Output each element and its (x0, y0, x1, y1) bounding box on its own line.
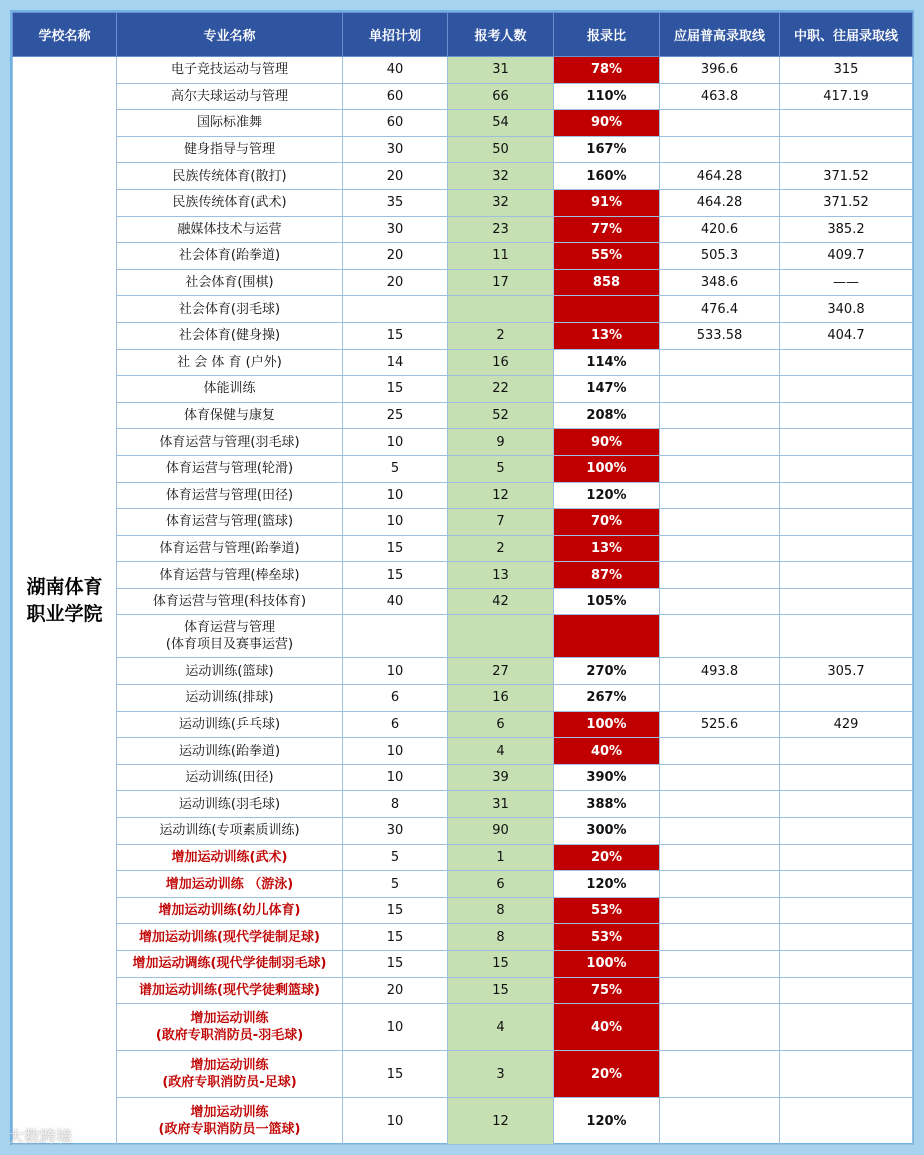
admission-table (12, 12, 913, 1145)
ratio-cell: 40% (554, 1004, 660, 1051)
applicants-cell: 4 (448, 1004, 554, 1051)
vo-cutoff-cell (780, 844, 913, 871)
hs-cutoff-cell (660, 977, 780, 1004)
vo-cutoff-cell: 385.2 (780, 216, 913, 243)
vo-cutoff-cell (780, 871, 913, 898)
major-cell: 社会体育(健身操) (117, 322, 343, 349)
table-row (13, 455, 913, 482)
hs-cutoff-cell: 464.28 (660, 163, 780, 190)
hs-cutoff-cell (660, 376, 780, 403)
major-cell: 运动训练(羽毛球) (117, 791, 343, 818)
ratio-cell: 208% (554, 402, 660, 429)
applicants-cell (448, 296, 554, 323)
ratio-cell: 167% (554, 136, 660, 163)
major-cell: 社会体育(围棋) (117, 269, 343, 296)
plan-cell: 5 (343, 844, 448, 871)
major-cell: 增加运动调练(现代学徒制羽毛球) (117, 951, 343, 978)
applicants-cell: 16 (448, 349, 554, 376)
vo-cutoff-cell (780, 482, 913, 509)
major-cell: 增加运动训练(武术) (117, 844, 343, 871)
hs-cutoff-cell (660, 455, 780, 482)
plan-cell (343, 296, 448, 323)
ratio-cell: 77% (554, 216, 660, 243)
table-row (13, 897, 913, 924)
major-cell: 增加运动训练(现代学徒制足球) (117, 924, 343, 951)
table-row (13, 83, 913, 110)
table-row (13, 110, 913, 137)
table-row (13, 269, 913, 296)
major-cell: 增加运动训练 （游泳) (117, 871, 343, 898)
major-cell: 体育运营与管理(跆拳道) (117, 535, 343, 562)
hs-cutoff-cell (660, 482, 780, 509)
vo-cutoff-cell: 429 (780, 711, 913, 738)
applicants-cell: 12 (448, 482, 554, 509)
table-row (13, 588, 913, 615)
plan-cell: 6 (343, 685, 448, 712)
table-row (13, 658, 913, 685)
vo-cutoff-cell (780, 924, 913, 951)
table-row (13, 844, 913, 871)
applicants-cell: 32 (448, 163, 554, 190)
table-row (13, 871, 913, 898)
plan-cell: 60 (343, 110, 448, 137)
hs-cutoff-cell: 493.8 (660, 658, 780, 685)
ratio-cell: 75% (554, 977, 660, 1004)
ratio-cell: 100% (554, 711, 660, 738)
vo-cutoff-cell: 409.7 (780, 243, 913, 270)
hs-cutoff-cell (660, 791, 780, 818)
table-row (13, 764, 913, 791)
hs-cutoff-cell (660, 738, 780, 765)
table-row (13, 402, 913, 429)
ratio-cell: 110% (554, 83, 660, 110)
hs-cutoff-cell: 505.3 (660, 243, 780, 270)
plan-cell: 10 (343, 738, 448, 765)
hs-cutoff-cell: 420.6 (660, 216, 780, 243)
vo-cutoff-cell: 305.7 (780, 658, 913, 685)
header-major: 专业名称 (117, 13, 343, 57)
table-row (13, 685, 913, 712)
applicants-cell: 7 (448, 509, 554, 536)
header-plan: 单招计划 (343, 13, 448, 57)
applicants-cell: 2 (448, 535, 554, 562)
plan-cell: 10 (343, 658, 448, 685)
ratio-cell (554, 296, 660, 323)
hs-cutoff-cell (660, 349, 780, 376)
vo-cutoff-cell (780, 509, 913, 536)
plan-cell: 5 (343, 871, 448, 898)
ratio-cell: 270% (554, 658, 660, 685)
plan-cell: 15 (343, 322, 448, 349)
applicants-cell: 1 (448, 844, 554, 871)
plan-cell: 30 (343, 216, 448, 243)
vo-cutoff-cell (780, 738, 913, 765)
plan-cell: 10 (343, 764, 448, 791)
vo-cutoff-cell: 340.8 (780, 296, 913, 323)
major-cell: 运动训练(专项素质训练) (117, 818, 343, 845)
applicants-cell: 6 (448, 711, 554, 738)
plan-cell: 10 (343, 1098, 448, 1145)
hs-cutoff-cell (660, 1098, 780, 1145)
vo-cutoff-cell (780, 977, 913, 1004)
plan-cell: 40 (343, 57, 448, 84)
major-cell: 体育运营与管理(棒垒球) (117, 562, 343, 589)
table-row (13, 243, 913, 270)
hs-cutoff-cell: 533.58 (660, 322, 780, 349)
major-cell: 民族传统体育(散打) (117, 163, 343, 190)
ratio-cell: 90% (554, 429, 660, 456)
ratio-cell: 100% (554, 455, 660, 482)
applicants-cell: 17 (448, 269, 554, 296)
vo-cutoff-cell (780, 1098, 913, 1145)
hs-cutoff-cell (660, 1004, 780, 1051)
table-row (13, 136, 913, 163)
hs-cutoff-cell (660, 764, 780, 791)
table-row (13, 349, 913, 376)
applicants-cell (448, 615, 554, 658)
hs-cutoff-cell (660, 844, 780, 871)
major-cell: 运动训练(跆拳道) (117, 738, 343, 765)
table-row (13, 711, 913, 738)
applicants-cell: 50 (448, 136, 554, 163)
vo-cutoff-cell (780, 951, 913, 978)
plan-cell: 15 (343, 376, 448, 403)
applicants-cell: 15 (448, 977, 554, 1004)
vo-cutoff-cell (780, 685, 913, 712)
major-cell: 谱加运动训练(现代学徒剩篮球) (117, 977, 343, 1004)
hs-cutoff-cell (660, 871, 780, 898)
plan-cell: 20 (343, 977, 448, 1004)
ratio-cell: 147% (554, 376, 660, 403)
applicants-cell: 4 (448, 738, 554, 765)
ratio-cell: 120% (554, 871, 660, 898)
vo-cutoff-cell (780, 110, 913, 137)
table-row (13, 322, 913, 349)
watermark: 大数跨境 (8, 1127, 73, 1146)
applicants-cell: 52 (448, 402, 554, 429)
ratio-cell: 390% (554, 764, 660, 791)
ratio-cell: 53% (554, 897, 660, 924)
ratio-cell (554, 615, 660, 658)
vo-cutoff-cell (780, 136, 913, 163)
ratio-cell: 160% (554, 163, 660, 190)
table-row (13, 951, 913, 978)
hs-cutoff-cell (660, 1051, 780, 1098)
vo-cutoff-cell (780, 535, 913, 562)
ratio-cell: 388% (554, 791, 660, 818)
plan-cell: 10 (343, 1004, 448, 1051)
applicants-cell: 8 (448, 897, 554, 924)
vo-cutoff-cell (780, 818, 913, 845)
table-row (13, 296, 913, 323)
table-row (13, 482, 913, 509)
plan-cell: 15 (343, 897, 448, 924)
major-cell: 健身指导与管理 (117, 136, 343, 163)
applicants-cell: 27 (448, 658, 554, 685)
major-cell: 运动训练(篮球) (117, 658, 343, 685)
ratio-cell: 100% (554, 951, 660, 978)
plan-cell (343, 615, 448, 658)
vo-cutoff-cell (780, 429, 913, 456)
header-school: 学校名称 (13, 13, 117, 57)
plan-cell: 15 (343, 951, 448, 978)
table-row (13, 977, 913, 1004)
table-row (13, 738, 913, 765)
table-row (13, 818, 913, 845)
ratio-cell: 90% (554, 110, 660, 137)
plan-cell: 6 (343, 711, 448, 738)
major-cell: 体育运营与管理(篮球) (117, 509, 343, 536)
major-cell: 国际标准舞 (117, 110, 343, 137)
ratio-cell: 114% (554, 349, 660, 376)
plan-cell: 20 (343, 269, 448, 296)
applicants-cell: 39 (448, 764, 554, 791)
major-cell: 社会体育(跆拳道) (117, 243, 343, 270)
header-vo-cutoff: 中职、往届录取线 (780, 13, 913, 57)
major-cell: 融媒体技术与运营 (117, 216, 343, 243)
applicants-cell: 90 (448, 818, 554, 845)
vo-cutoff-cell (780, 402, 913, 429)
ratio-cell: 120% (554, 482, 660, 509)
applicants-cell: 16 (448, 685, 554, 712)
major-cell: 体育运营与管理(羽毛球) (117, 429, 343, 456)
table-row (13, 924, 913, 951)
applicants-cell: 54 (448, 110, 554, 137)
hs-cutoff-cell: 476.4 (660, 296, 780, 323)
plan-cell: 15 (343, 535, 448, 562)
applicants-cell: 11 (448, 243, 554, 270)
ratio-cell: 858 (554, 269, 660, 296)
applicants-cell: 15 (448, 951, 554, 978)
school-name: 湖南体育职业学院 (13, 57, 117, 1145)
hs-cutoff-cell: 463.8 (660, 83, 780, 110)
applicants-cell: 6 (448, 871, 554, 898)
vo-cutoff-cell: 371.52 (780, 189, 913, 216)
plan-cell: 10 (343, 429, 448, 456)
table-row (13, 615, 913, 658)
major-cell: 增加运动训练(幼儿体育) (117, 897, 343, 924)
major-cell: 体育运营与管理(轮滑) (117, 455, 343, 482)
ratio-cell: 20% (554, 844, 660, 871)
major-cell: 体能训练 (117, 376, 343, 403)
hs-cutoff-cell (660, 951, 780, 978)
hs-cutoff-cell (660, 818, 780, 845)
vo-cutoff-cell (780, 1051, 913, 1098)
major-cell: 增加运动训练 (政府专职消防员-足球) (117, 1051, 343, 1098)
plan-cell: 10 (343, 482, 448, 509)
major-cell: 体育保健与康复 (117, 402, 343, 429)
hs-cutoff-cell (660, 110, 780, 137)
ratio-cell: 55% (554, 243, 660, 270)
ratio-cell: 13% (554, 322, 660, 349)
major-cell: 增加运动训练 (敢府专职消防员-羽毛球) (117, 1004, 343, 1051)
applicants-cell: 31 (448, 57, 554, 84)
plan-cell: 40 (343, 588, 448, 615)
table-row (13, 376, 913, 403)
hs-cutoff-cell (660, 535, 780, 562)
ratio-cell: 87% (554, 562, 660, 589)
applicants-cell: 9 (448, 429, 554, 456)
major-cell: 体育运营与管理(田径) (117, 482, 343, 509)
vo-cutoff-cell (780, 349, 913, 376)
hs-cutoff-cell (660, 429, 780, 456)
table-row (13, 1051, 913, 1098)
header-ratio: 报录比 (554, 13, 660, 57)
header-applicants: 报考人数 (448, 13, 554, 57)
table-row (13, 562, 913, 589)
vo-cutoff-cell (780, 764, 913, 791)
vo-cutoff-cell (780, 791, 913, 818)
ratio-cell: 20% (554, 1051, 660, 1098)
vo-cutoff-cell (780, 615, 913, 658)
major-cell: 电子竞技运动与管理 (117, 57, 343, 84)
vo-cutoff-cell (780, 1004, 913, 1051)
ratio-cell: 53% (554, 924, 660, 951)
vo-cutoff-cell: 417.19 (780, 83, 913, 110)
plan-cell: 8 (343, 791, 448, 818)
major-cell: 运动训练(乒乓球) (117, 711, 343, 738)
vo-cutoff-cell (780, 376, 913, 403)
major-cell: 高尔夫球运动与管理 (117, 83, 343, 110)
applicants-cell: 23 (448, 216, 554, 243)
applicants-cell: 22 (448, 376, 554, 403)
plan-cell: 15 (343, 562, 448, 589)
plan-cell: 25 (343, 402, 448, 429)
vo-cutoff-cell (780, 897, 913, 924)
applicants-cell: 66 (448, 83, 554, 110)
plan-cell: 30 (343, 818, 448, 845)
plan-cell: 20 (343, 163, 448, 190)
table-row (13, 535, 913, 562)
major-cell: 社 会 体 育 (户外) (117, 349, 343, 376)
hs-cutoff-cell (660, 685, 780, 712)
applicants-cell: 13 (448, 562, 554, 589)
table-row (13, 429, 913, 456)
ratio-cell: 78% (554, 57, 660, 84)
applicants-cell: 12 (448, 1098, 554, 1145)
hs-cutoff-cell (660, 509, 780, 536)
ratio-cell: 300% (554, 818, 660, 845)
hs-cutoff-cell (660, 924, 780, 951)
hs-cutoff-cell: 396.6 (660, 57, 780, 84)
table-row (13, 57, 913, 84)
applicants-cell: 8 (448, 924, 554, 951)
major-cell: 增加运动训练 (政府专职消防员一篮球) (117, 1098, 343, 1145)
ratio-cell: 70% (554, 509, 660, 536)
hs-cutoff-cell (660, 588, 780, 615)
vo-cutoff-cell: —— (780, 269, 913, 296)
plan-cell: 60 (343, 83, 448, 110)
ratio-cell: 120% (554, 1098, 660, 1145)
table-row (13, 189, 913, 216)
vo-cutoff-cell (780, 588, 913, 615)
hs-cutoff-cell (660, 615, 780, 658)
ratio-cell: 40% (554, 738, 660, 765)
major-cell: 运动训练(田径) (117, 764, 343, 791)
vo-cutoff-cell: 404.7 (780, 322, 913, 349)
applicants-cell: 5 (448, 455, 554, 482)
major-cell: 体育运营与管理(科技体育) (117, 588, 343, 615)
vo-cutoff-cell (780, 562, 913, 589)
ratio-cell: 13% (554, 535, 660, 562)
table-row (13, 791, 913, 818)
table-row (13, 1004, 913, 1051)
ratio-cell: 267% (554, 685, 660, 712)
major-cell: 民族传统体育(武术) (117, 189, 343, 216)
table-row (13, 509, 913, 536)
plan-cell: 20 (343, 243, 448, 270)
hs-cutoff-cell (660, 136, 780, 163)
applicants-cell: 2 (448, 322, 554, 349)
hs-cutoff-cell (660, 402, 780, 429)
applicants-cell: 32 (448, 189, 554, 216)
hs-cutoff-cell: 348.6 (660, 269, 780, 296)
hs-cutoff-cell: 464.28 (660, 189, 780, 216)
header-row (13, 13, 913, 57)
hs-cutoff-cell: 525.6 (660, 711, 780, 738)
plan-cell: 14 (343, 349, 448, 376)
vo-cutoff-cell (780, 455, 913, 482)
major-cell: 社会体育(羽毛球) (117, 296, 343, 323)
table-row (13, 1098, 913, 1145)
header-hs-cutoff: 应届普高录取线 (660, 13, 780, 57)
plan-cell: 15 (343, 1051, 448, 1098)
hs-cutoff-cell (660, 562, 780, 589)
vo-cutoff-cell: 315 (780, 57, 913, 84)
vo-cutoff-cell: 371.52 (780, 163, 913, 190)
hs-cutoff-cell (660, 897, 780, 924)
plan-cell: 30 (343, 136, 448, 163)
applicants-cell: 42 (448, 588, 554, 615)
major-cell: 运动训练(排球) (117, 685, 343, 712)
ratio-cell: 91% (554, 189, 660, 216)
plan-cell: 15 (343, 924, 448, 951)
ratio-cell: 105% (554, 588, 660, 615)
plan-cell: 35 (343, 189, 448, 216)
table-row (13, 216, 913, 243)
major-cell: 体育运营与管理 (体育项目及赛事运营) (117, 615, 343, 658)
table-row (13, 163, 913, 190)
plan-cell: 10 (343, 509, 448, 536)
plan-cell: 5 (343, 455, 448, 482)
applicants-cell: 3 (448, 1051, 554, 1098)
applicants-cell: 31 (448, 791, 554, 818)
